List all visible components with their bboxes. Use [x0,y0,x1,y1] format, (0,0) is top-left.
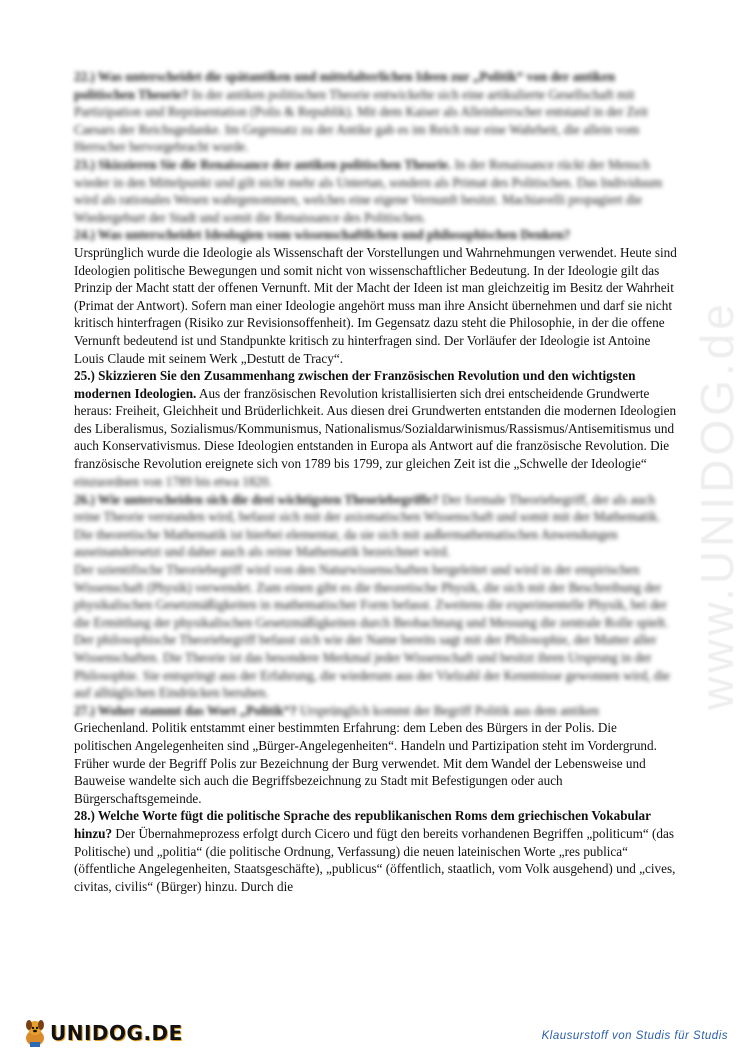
document-body [74,68,678,895]
section-25-end [74,473,678,486]
answer: Der Übernahmeprozess erfolgt durch Cicero und fügt den bereits vorhandenen Begriffen „politicum“ (das Politische) und „politia“ (die politische Ordnung, Verfassung) die neuen lateinischen Worte „res publica“ (öffentliche Angelegenheiten, Staatsgeschäfte), „publicus“ (öffentlich, staatlich, vom Volk ausgehend) und „cives, civitas, civilis“ (Bürger) hinzu. Durch die [74,825,676,894]
answer: Ursprünglich wurde die Ideologie als Wissenschaft der Vorstellungen und Wahrnehmungen verwendet. Heute sind Ideologien politische Bewegungen und somit nicht von wissenschaftlicher Bedeutung. In der Ideologie gilt das Prinzip der Macht statt der offenen Vernunft. Mit der Macht der Ideen ist man gleichzeitig im Besitz der Wahrheit (Primat der Antwort). Sofern man einer Ideologie angehört muss man ihre Ansicht übernehmen und darf sie nicht kritisch hinterfragen (Risiko zur Revisionsoffenheit). Im Gegensatz dazu steht die Philosophie, in der die offene Vernunft bedeutend ist und Standpunkte kritisch zu hinterfragen sind. Der Vorläufer der Ideologie ist Antoine Louis Claude mit seinem Werk „Destutt de Tracy“. [74,244,677,366]
answer: einzuordnen von 1789 bis etwa 1820. [74,473,272,486]
question: 24.) Was unterscheidet Ideologien vom wissenschaftlichen und philosophischen Denken? [74,227,571,243]
question: 22.) Was unterscheidet die spätantiken und mittelalterlichen Ideen zur „Politik“ von der antiken politischen Theorie? [74,69,616,102]
question: 28.) Welche Worte fügt die politische Sprache des republikanischen Roms dem griechischen Vokabular hinzu? [74,808,651,841]
section-25 [74,367,678,473]
answer: Der philosophische Theoriebegriff befasst sich wie der Name bereits sagt mit der Philosophie, der Mutter aller Wissenschaften. Die Theorie ist das besondere Merkmal jeder Wissenschaft und besitzt ihren Ursprung in der Philosophie. Sie entspringt aus der Erfahrung, die wiederum aus der Vielzahl der Kenntnisse gewonnen wird, die auf alltäglichen Eindrücken beruhen. [74,632,670,701]
question: 27.) Woher stammt das Wort „Politik“? [74,702,297,718]
section-27-question [74,702,678,720]
watermark: www.UNIDOG.de [691,300,743,710]
answer: Ursprünglich kommt der Begriff Politik aus dem antiken [296,702,600,718]
dog-mascot-icon [22,1018,48,1048]
answer: Aus der französischen Revolution kristallisierten sich drei entscheidende Grundwerte heraus: Freiheit, Gleichheit und Brüderlichkeit. Aus diesen drei Grundwerten entstanden die modernen Ideologien des Liberalismus, Sozialismus/Kommunismus, Nationalismus/Sozialdarwinismus/Rassismus/Antisemitismus und auch Konservativismus. Diese Ideologien entstanden in Europa als Antwort auf die französische Revolution. Die französische Revolution ereignete sich von 1789 bis 1799, zur gleichen Zeit ist die „Schwelle der Ideologie“ [74,385,677,472]
section-24-question [74,226,678,244]
section-26 [74,491,678,561]
answer: In der Renaissance rückt der Mensch wieder in den Mittelpunkt und gilt nicht mehr als Untertan, sondern als Primat des Politischen. Das Individuum wird als rationales Wesen wahrgenommen, welches eine eigene Vernunft besitzt. Machiavelli propagiert die Wiedergeburt der Stadt und somit die Renaissance des Politischen. [74,156,663,225]
section-26-philosophical [74,631,678,701]
unidog-logo[interactable] [22,1016,183,1050]
answer: Der formale Theoriebegriff, der als auch reine Theorie verstanden wird, befasst sich mit der axiomatischen Wissenschaft und somit mit der Mathematik. Die theoretische Mathematik ist hierbei elementar, da sie sich mit außermathematischen Anwendungen auseinandersetzt und daher auch als reine Mathematik bezeichnet wird. [74,491,661,560]
section-28 [74,807,678,895]
section-23 [74,156,678,226]
section-22 [74,68,678,156]
answer: Der szientifische Theoriebegriff wird von den Naturwissenschaften hergeleitet und wird in der empirischen Wissenschaft (Physik) verwendet. Zum einen gibt es die theoretische Physik, die sich mit der Beschreibung der physikalischen Gesetzmäßigkeiten in mathematischer Form befasst. Zweitens die experimentelle Physik, bei der die Ermittlung der physikalischen Gesetzmäßigkeiten durch Beobachtung und Messung die zentrale Rolle spielt. [74,562,669,630]
section-24-answer [74,244,678,367]
footer-tagline: Klausurstoff von Studis für Studis [541,1030,728,1042]
question: 25.) Skizzieren Sie den Zusammenhang zwischen der Französischen Revolution und den wichtigsten modernen Ideologien. [74,368,636,401]
answer: In der antiken politischen Theorie entwickelte sich eine artikulierte Gesellschaft mit Partizipation und Repräsentation (Polis & Republik). Mit dem Kaiser als Alleinherrscher entstand in der Zeit Caesars der Reichsgedanke. Im Gegensatz zu der Antike gab es im Reich nur eine Wahrheit, die allein vom Herrscher hervorgebracht wurde. [74,86,648,155]
question: 23.) Skizzieren Sie die Renaissance der antiken politischen Theorie. [74,156,452,172]
question: 26.) Wie unterscheiden sich die drei wichtigsten Theoriebegriffe? [74,491,439,507]
answer: Griechenland. Politik entstammt einer bestimmten Erfahrung: dem Leben des Bürgers in der Polis. Die politischen Angelegenheiten sind „Bürger-Angelegenheiten“. Handeln und Partizipation steht im Vordergrund. Früher wurde der Begriff Polis zur Bezeichnung der Burg verwendet. Mit dem Wandel der Lebensweise und Bauweise wandelte sich auch die Begriffsbezeichnung zu Stadt mit Befestigungen oder auch Bürgerschaftsgemeinde. [74,720,657,806]
section-26-scientific [74,561,678,631]
logo-text: UNIDOG.DE [50,1021,183,1045]
section-27-answer [74,719,678,807]
